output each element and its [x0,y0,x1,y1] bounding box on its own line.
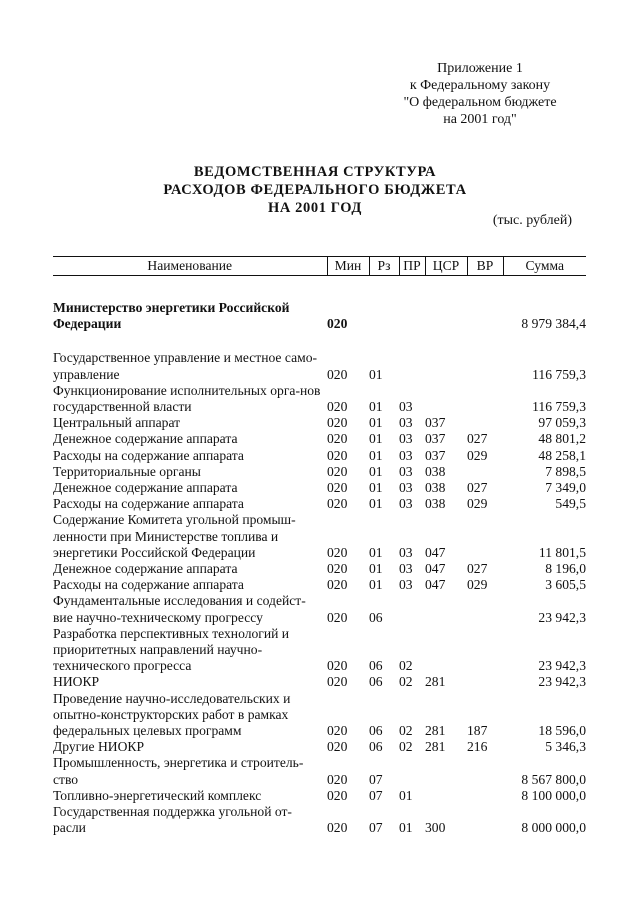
cell-rz: 07 [369,820,383,836]
table-header-row [53,257,586,276]
cell-sum: 5 346,3 [545,739,586,755]
cell-sum: 8 000 000,0 [521,820,586,836]
cell-name: Другие НИОКР [53,739,145,755]
cell-rz: 01 [369,463,383,479]
cell-csr: 300 [425,820,446,836]
cell-min: 020 [327,431,348,447]
cell-min: 020 [327,723,348,739]
cell-min: 020 [327,577,348,593]
table-row [53,448,586,464]
header-name: Наименование [53,257,327,276]
cell-rz: 01 [369,399,383,415]
cell-sum: 549,5 [555,496,586,512]
cell-min: 020 [327,609,348,625]
cell-csr: 037 [425,415,446,431]
table-row [53,804,586,836]
cell-pr: 03 [399,561,413,577]
cell-sum: 116 759,3 [532,399,586,415]
table-row [53,350,586,382]
table-row [53,626,586,675]
budget-table [53,256,586,837]
cell-csr: 038 [425,496,446,512]
table-row [53,593,586,625]
cell-min: 020 [327,366,348,382]
cell-min: 020 [327,415,348,431]
cell-csr [425,626,467,675]
cell-name: Топливно-энергетический комплекс [53,787,262,803]
table-row [53,512,586,561]
cell-csr [425,350,467,382]
cell-rz: 07 [369,771,383,787]
cell-min: 020 [327,739,348,755]
cell-min: 020 [327,496,348,512]
cell-pr: 02 [399,723,413,739]
cell-rz: 01 [369,480,383,496]
cell-vr: 029 [467,447,488,463]
cell-sum: 23 942,3 [538,674,586,690]
cell-name: Расходы на содержание аппарата [53,496,244,512]
cell-vr: 027 [467,431,488,447]
cell-name: Центральный аппарат [53,415,181,431]
cell-sum: 7 349,0 [545,480,586,496]
cell-pr: 02 [399,674,413,690]
ministry-pr [399,300,425,332]
cell-min: 020 [327,820,348,836]
cell-rz: 01 [369,577,383,593]
cell-pr: 03 [399,415,413,431]
table-row [53,674,586,690]
cell-csr: 037 [425,431,446,447]
cell-pr [399,755,425,787]
table-row [53,788,586,804]
cell-pr [399,350,425,382]
header-pr: ПР [399,257,425,276]
cell-name: Функционирование исполнительных орга-нов государственной власти [53,382,321,415]
cell-vr: 027 [467,561,488,577]
cell-name: Государственное управление и местное само-управление [53,350,318,382]
cell-min: 020 [327,544,348,560]
cell-vr: 187 [467,723,488,739]
spacer-row [53,332,586,350]
cell-csr: 281 [425,723,446,739]
header-csr: ЦСР [425,257,467,276]
cell-vr [467,626,503,675]
cell-min: 020 [327,674,348,690]
cell-sum: 48 801,2 [538,431,586,447]
cell-rz: 01 [369,366,383,382]
cell-csr: 047 [425,561,446,577]
cell-name: Разработка перспективных технологий и приоритетных направлений научно-технического прогресса [53,625,290,674]
header-vr: ВР [467,257,503,276]
title-line-2: РАСХОДОВ ФЕДЕРАЛЬНОГО БЮДЖЕТА [163,182,467,198]
cell-min: 020 [327,771,348,787]
header-rz: Рз [369,257,399,276]
cell-pr: 03 [399,431,413,447]
cell-vr [467,350,503,382]
document-title [150,163,480,217]
table-row [53,691,586,740]
ministry-sum: 8 979 384,4 [521,316,586,332]
cell-name: Территориальные органы [53,463,201,479]
cell-pr: 03 [399,480,413,496]
cell-min: 020 [327,399,348,415]
cell-rz: 01 [369,431,383,447]
cell-rz: 06 [369,609,383,625]
cell-sum: 23 942,3 [538,609,586,625]
header-sum: Сумма [503,257,586,276]
cell-vr: 029 [467,577,488,593]
cell-vr [467,674,503,690]
cell-rz: 07 [369,787,383,803]
cell-min: 020 [327,787,348,803]
cell-min: 020 [327,447,348,463]
cell-rz: 06 [369,739,383,755]
cell-pr: 02 [399,658,413,674]
cell-vr [467,512,503,561]
cell-name: Промышленность, энергетика и строитель-ство [53,755,304,787]
spacer-row [53,276,586,301]
cell-min: 020 [327,561,348,577]
appendix-line-3: "О федеральном бюджете [403,95,557,110]
ministry-row [53,300,586,332]
cell-rz: 06 [369,658,383,674]
cell-pr: 03 [399,447,413,463]
appendix-line-1: Приложение 1 [437,61,523,76]
ministry-vr [467,300,503,332]
table-row [53,755,586,787]
cell-name: Денежное содержание аппарата [53,561,238,577]
header-min: Мин [327,257,369,276]
cell-min: 020 [327,480,348,496]
cell-pr: 03 [399,399,413,415]
cell-vr [467,788,503,804]
cell-vr: 027 [467,480,488,496]
cell-sum: 116 759,3 [532,366,586,382]
table-row [53,561,586,577]
ministry-rz [369,300,399,332]
ministry-min: 020 [327,316,348,332]
cell-csr: 281 [425,674,446,690]
cell-sum: 11 801,5 [538,544,586,560]
cell-sum: 18 596,0 [538,723,586,739]
cell-min: 020 [327,463,348,479]
table-row [53,496,586,512]
cell-vr [467,593,503,625]
table-row [53,431,586,447]
cell-name: Фундаментальные исследования и содейст-вие научно-техническому прогрессу [53,593,306,625]
cell-pr: 03 [399,544,413,560]
appendix-line-4: на 2001 год" [443,112,517,127]
cell-rz: 01 [369,415,383,431]
cell-csr: 037 [425,447,446,463]
cell-name: Денежное содержание аппарата [53,480,238,496]
cell-name: Денежное содержание аппарата [53,431,238,447]
table-row [53,415,586,431]
cell-rz: 06 [369,674,383,690]
cell-sum: 7 898,5 [545,463,586,479]
units-label: (тыс. рублей) [492,213,572,228]
ministry-csr [425,300,467,332]
cell-csr [425,788,467,804]
cell-csr [425,755,467,787]
ministry-name: Министерство энергетики Российской Федерации [53,300,290,332]
cell-sum: 8 100 000,0 [521,787,586,803]
cell-pr: 01 [399,820,413,836]
cell-csr [425,593,467,625]
cell-sum: 3 605,5 [545,577,586,593]
cell-vr [467,383,503,415]
cell-pr [399,593,425,625]
cell-vr [467,804,503,836]
cell-vr: 216 [467,739,488,755]
cell-vr [467,755,503,787]
cell-sum: 8 567 800,0 [521,771,586,787]
cell-name: Государственная поддержка угольной от-расли [53,804,292,836]
cell-csr: 038 [425,480,446,496]
table-row [53,739,586,755]
appendix-note [380,60,580,128]
title-line-3: НА 2001 ГОД [268,200,362,216]
table-row [53,464,586,480]
cell-pr: 03 [399,463,413,479]
cell-pr: 03 [399,496,413,512]
cell-rz: 01 [369,561,383,577]
cell-rz: 01 [369,447,383,463]
title-line-1: ВЕДОМСТВЕННАЯ СТРУКТУРА [193,164,437,180]
cell-rz: 06 [369,723,383,739]
cell-pr: 03 [399,577,413,593]
cell-name: НИОКР [53,674,100,690]
cell-csr: 281 [425,739,446,755]
cell-vr: 029 [467,496,488,512]
cell-csr: 047 [425,544,446,560]
cell-csr [425,383,467,415]
cell-sum: 97 059,3 [538,415,586,431]
table-row [53,383,586,415]
cell-csr: 038 [425,463,446,479]
cell-vr [467,464,503,480]
cell-rz: 01 [369,496,383,512]
cell-sum: 8 196,0 [545,561,586,577]
cell-name: Содержание Комитета угольной промыш-ленности при Министерстве топлива и энергетики Российской Федерации [53,512,296,560]
cell-pr: 01 [399,787,413,803]
cell-name: Расходы на содержание аппарата [53,447,244,463]
table-row [53,577,586,593]
cell-min: 020 [327,658,348,674]
cell-pr: 02 [399,739,413,755]
appendix-line-2: к Федеральному закону [409,78,551,93]
cell-sum: 23 942,3 [538,658,586,674]
cell-name: Расходы на содержание аппарата [53,577,244,593]
cell-rz: 01 [369,544,383,560]
cell-sum: 48 258,1 [538,447,586,463]
cell-vr [467,415,503,431]
cell-name: Проведение научно-исследовательских и опытно-конструкторских работ в рамках федеральных целевых программ [53,690,291,739]
cell-csr: 047 [425,577,446,593]
table-row [53,480,586,496]
